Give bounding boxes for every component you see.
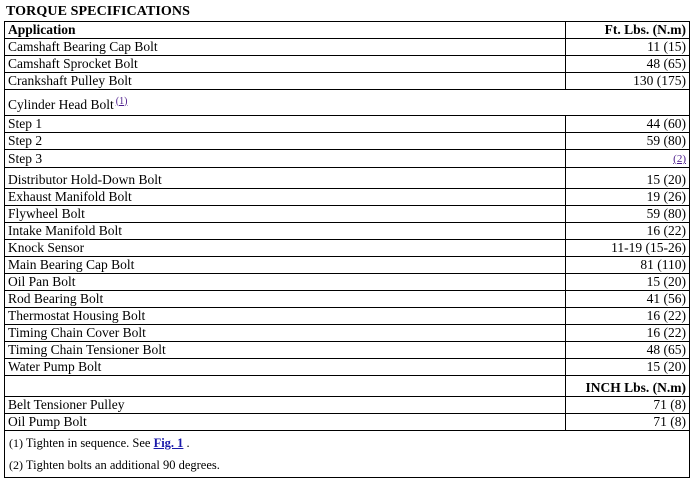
torque-value: 16 (22) — [646, 308, 686, 323]
table-row — [5, 56, 690, 73]
application-label: Step 3 — [8, 150, 43, 166]
application-cell — [5, 39, 566, 56]
column-header-inchlbs: INCH Lbs. (N.m) — [565, 376, 689, 397]
torque-value-cell — [565, 223, 689, 240]
table-row — [5, 325, 690, 342]
torque-value: 19 (26) — [646, 189, 686, 204]
footnote-2-number: (2) — [9, 458, 23, 472]
application-label: Thermostat Housing Bolt — [8, 308, 146, 323]
table-row — [5, 397, 690, 414]
application-cell — [5, 274, 566, 291]
application-cell — [5, 342, 566, 359]
table-row — [5, 342, 690, 359]
application-label: Distributor Hold-Down Bolt — [8, 172, 162, 187]
table-row — [5, 414, 690, 431]
application-cell — [5, 359, 566, 376]
application-cell — [5, 56, 566, 73]
application-label: Crankshaft Pulley Bolt — [8, 73, 132, 88]
torque-value: 15 (20) — [646, 274, 686, 289]
application-label: Timing Chain Tensioner Bolt — [8, 342, 166, 357]
torque-value: 41 (56) — [646, 291, 686, 306]
torque-value: 71 (8) — [653, 414, 686, 429]
torque-value-cell — [565, 414, 689, 431]
table-row — [5, 39, 690, 56]
torque-value-cell — [565, 168, 689, 189]
torque-value-cell — [565, 257, 689, 274]
torque-value: 11 (15) — [647, 39, 686, 54]
table-row — [5, 359, 690, 376]
torque-value: 59 (80) — [646, 206, 686, 221]
footnote-ref-1-link[interactable]: (1) — [115, 95, 128, 107]
torque-value-cell — [565, 308, 689, 325]
application-cell — [5, 291, 566, 308]
application-cell — [5, 397, 566, 414]
table-row — [5, 291, 690, 308]
table-row — [5, 73, 690, 90]
torque-value-cell — [565, 291, 689, 308]
empty-cell — [5, 376, 566, 397]
application-label: Camshaft Sprocket Bolt — [8, 56, 138, 71]
torque-value: 16 (22) — [646, 325, 686, 340]
application-cell — [5, 73, 566, 90]
application-cell — [5, 133, 566, 150]
application-cell — [5, 223, 566, 240]
step-row — [5, 150, 690, 168]
footnote-ref-2-link[interactable]: (2) — [673, 153, 686, 165]
footnote-2 — [9, 457, 685, 473]
table-row — [5, 240, 690, 257]
application-label: Step 1 — [8, 116, 43, 131]
torque-value-cell — [565, 39, 689, 56]
application-label: Intake Manifold Bolt — [8, 223, 122, 238]
footnotes-cell — [5, 431, 690, 478]
application-label: Oil Pan Bolt — [8, 274, 76, 289]
application-label: Belt Tensioner Pulley — [8, 397, 125, 412]
application-cell — [5, 325, 566, 342]
table-header-row — [5, 22, 690, 39]
step-row — [5, 133, 690, 150]
footnotes-row — [5, 431, 690, 478]
table-row — [5, 189, 690, 206]
footnote-1 — [9, 435, 685, 451]
application-cell — [5, 150, 566, 168]
column-header-ftlbs: Ft. Lbs. (N.m) — [565, 22, 689, 39]
application-label: Exhaust Manifold Bolt — [8, 189, 132, 204]
torque-value-cell — [565, 73, 689, 90]
torque-table — [4, 21, 690, 478]
application-cell — [5, 189, 566, 206]
torque-value-cell — [565, 240, 689, 257]
application-cell — [5, 116, 566, 133]
fig-1-link[interactable]: Fig. 1 — [153, 436, 184, 450]
table-row — [5, 257, 690, 274]
footnote-2-text: Tighten bolts an additional 90 degrees. — [25, 458, 220, 472]
table-row — [5, 223, 690, 240]
table-row — [5, 168, 690, 189]
application-label: Knock Sensor — [8, 240, 85, 255]
group-row-cylinder-head — [5, 90, 690, 116]
torque-value: 130 (175) — [633, 73, 686, 88]
application-label: Timing Chain Cover Bolt — [8, 325, 146, 340]
torque-value: 15 (20) — [646, 172, 686, 187]
table-row — [5, 206, 690, 223]
application-label: Main Bearing Cap Bolt — [8, 257, 135, 272]
torque-value: 71 (8) — [653, 397, 686, 412]
torque-value-cell — [565, 133, 689, 150]
column-header-application: Application — [5, 22, 566, 39]
application-cell — [5, 257, 566, 274]
application-cell — [5, 168, 566, 189]
table-row — [5, 308, 690, 325]
torque-value-cell — [565, 189, 689, 206]
torque-value: 15 (20) — [646, 359, 686, 374]
torque-value-cell — [565, 116, 689, 133]
torque-value: 11-19 (15-26) — [611, 240, 686, 255]
torque-value-cell — [565, 342, 689, 359]
torque-value: 59 (80) — [646, 133, 686, 148]
table-row — [5, 274, 690, 291]
application-label: Cylinder Head Bolt — [8, 97, 114, 112]
torque-value-cell — [565, 206, 689, 223]
torque-value-cell — [565, 56, 689, 73]
torque-value: 44 (60) — [646, 116, 686, 131]
torque-value-cell — [565, 274, 689, 291]
application-cell — [5, 90, 690, 116]
page-title: TORQUE SPECIFICATIONS — [6, 4, 191, 19]
torque-value: 48 (65) — [646, 56, 686, 71]
application-label: Step 2 — [8, 133, 43, 148]
torque-value-cell — [565, 325, 689, 342]
footnote-1-text: Tighten in sequence. See — [25, 436, 151, 450]
step-row — [5, 116, 690, 133]
footnote-1-number: (1) — [9, 436, 23, 450]
inch-header-row — [5, 376, 690, 397]
torque-value-cell — [565, 359, 689, 376]
torque-value-cell — [565, 150, 689, 168]
application-cell — [5, 308, 566, 325]
application-label: Water Pump Bolt — [8, 359, 102, 374]
application-label: Oil Pump Bolt — [8, 414, 87, 429]
application-cell — [5, 206, 566, 223]
application-label: Flywheel Bolt — [8, 206, 85, 221]
torque-value: 16 (22) — [646, 223, 686, 238]
application-cell — [5, 240, 566, 257]
torque-value: 48 (65) — [646, 342, 686, 357]
application-label: Rod Bearing Bolt — [8, 291, 104, 306]
torque-value: 81 (110) — [640, 257, 686, 272]
application-cell — [5, 414, 566, 431]
application-label: Camshaft Bearing Cap Bolt — [8, 39, 158, 54]
torque-value-cell — [565, 397, 689, 414]
footnote-1-end: . — [186, 436, 190, 450]
